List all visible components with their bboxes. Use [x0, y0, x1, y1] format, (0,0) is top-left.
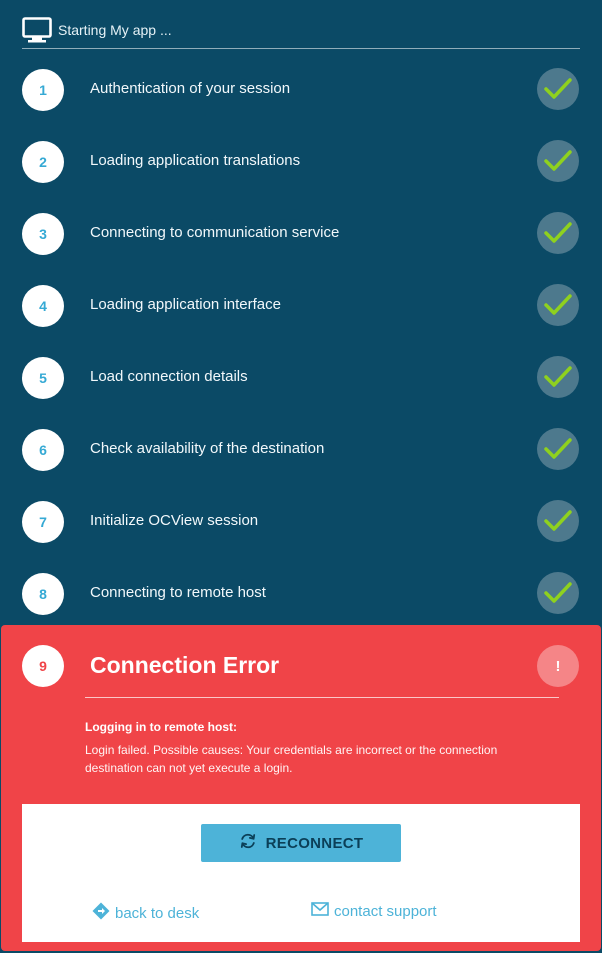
- contact-support-label: contact support: [334, 902, 437, 920]
- step-number: 5: [22, 357, 64, 399]
- step-number: 3: [22, 213, 64, 255]
- reconnect-button[interactable]: [201, 824, 401, 862]
- checkmark-icon: [537, 428, 579, 470]
- checkmark-icon: [537, 356, 579, 398]
- step-label: Initialize OCView session: [90, 512, 259, 529]
- step-item: [0, 414, 602, 486]
- step-label: Authentication of your session: [90, 80, 291, 97]
- checkmark-icon: [537, 500, 579, 542]
- step-number: 2: [22, 141, 64, 183]
- step-item: [0, 126, 602, 198]
- step-label: Loading application translations: [90, 152, 301, 169]
- reconnect-label: RECONNECT: [265, 834, 364, 852]
- back-to-desk-label: back to desk: [115, 904, 200, 922]
- error-subtitle: Logging in to remote host:: [85, 720, 237, 734]
- step-item: [0, 558, 602, 630]
- exclamation-icon: !: [537, 645, 579, 687]
- step-number: 6: [22, 429, 64, 471]
- monitor-icon: [22, 17, 52, 43]
- header-title: Starting My app ...: [58, 22, 172, 38]
- step-item: [0, 198, 602, 270]
- checkmark-icon: [537, 140, 579, 182]
- refresh-icon: [239, 833, 266, 853]
- step-label: Connecting to remote host: [90, 584, 266, 601]
- checkmark-icon: [537, 212, 579, 254]
- step-number: 7: [22, 501, 64, 543]
- divider: [85, 697, 559, 698]
- step-item: [0, 270, 602, 342]
- step-label: Loading application interface: [90, 296, 281, 313]
- action-panel: [22, 804, 580, 942]
- error-description: Login failed. Possible causes: Your credentials are incorrect or the connection destination can not yet execute a login.: [85, 743, 498, 775]
- envelope-icon: [311, 902, 334, 920]
- step-item: [0, 54, 602, 126]
- step-number: 8: [22, 573, 64, 615]
- error-title: Connection Error: [90, 652, 280, 678]
- step-label: Load connection details: [90, 368, 248, 385]
- step-item: [0, 486, 602, 558]
- step-list: [0, 54, 602, 630]
- header: [22, 12, 580, 49]
- error-panel: [1, 625, 601, 951]
- back-to-desk-link[interactable]: [92, 902, 199, 924]
- step-label: Connecting to communication service: [90, 224, 340, 241]
- checkmark-icon: [537, 68, 579, 110]
- step-number: 4: [22, 285, 64, 327]
- contact-support-link[interactable]: [311, 902, 437, 920]
- step-number: 1: [22, 69, 64, 111]
- error-step-number: 9: [22, 645, 64, 687]
- step-item: [0, 342, 602, 414]
- checkmark-icon: [537, 572, 579, 614]
- diamond-arrow-icon: [92, 902, 115, 924]
- checkmark-icon: [537, 284, 579, 326]
- step-label: Check availability of the destination: [90, 440, 325, 457]
